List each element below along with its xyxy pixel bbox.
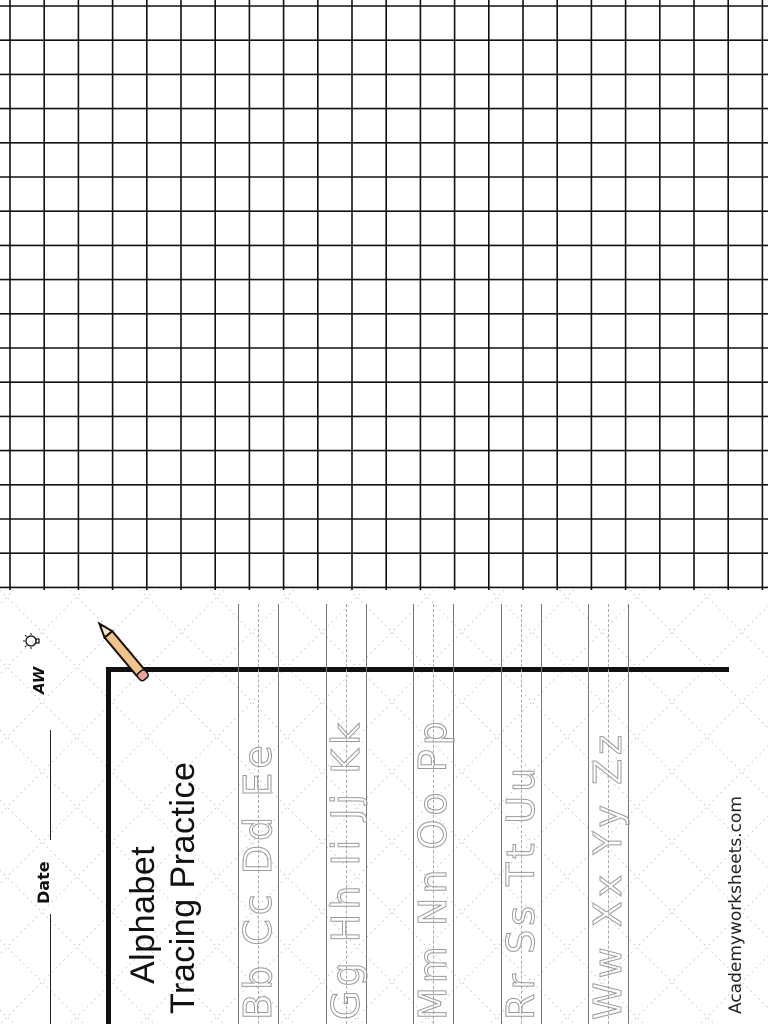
worksheet-title-line-2: Tracing Practice: [164, 761, 202, 1014]
tracing-row: [326, 604, 366, 1024]
logo: AW: [30, 666, 48, 694]
tracing-letters: Bb Cc Dd Ee: [236, 741, 280, 1020]
name-line: [50, 914, 51, 1024]
tracing-row: [588, 604, 628, 1024]
pencil-icon: [92, 609, 152, 689]
tracing-letters: Rr Ss Tt Uu: [499, 763, 543, 1020]
worksheet-page: [0, 590, 768, 1024]
tracing-row: [501, 604, 541, 1024]
tracing-row: [413, 604, 453, 1024]
date-line: [50, 730, 51, 840]
date-label: Date: [34, 861, 53, 904]
tracing-row: [238, 604, 278, 1024]
lightbulb-icon: [22, 630, 44, 652]
worksheet-content: [0, 590, 768, 1024]
tracing-letters: Mm Nn Oo Pp: [411, 717, 455, 1020]
footer-url: Academyworksheets.com: [726, 796, 746, 1014]
worksheet-title-line-1: Alphabet: [124, 845, 162, 984]
tracing-letters: Gg Hh Ii Jj Kk: [324, 719, 368, 1020]
tracing-letters: Ww Xx Yy Zz: [586, 730, 630, 1020]
